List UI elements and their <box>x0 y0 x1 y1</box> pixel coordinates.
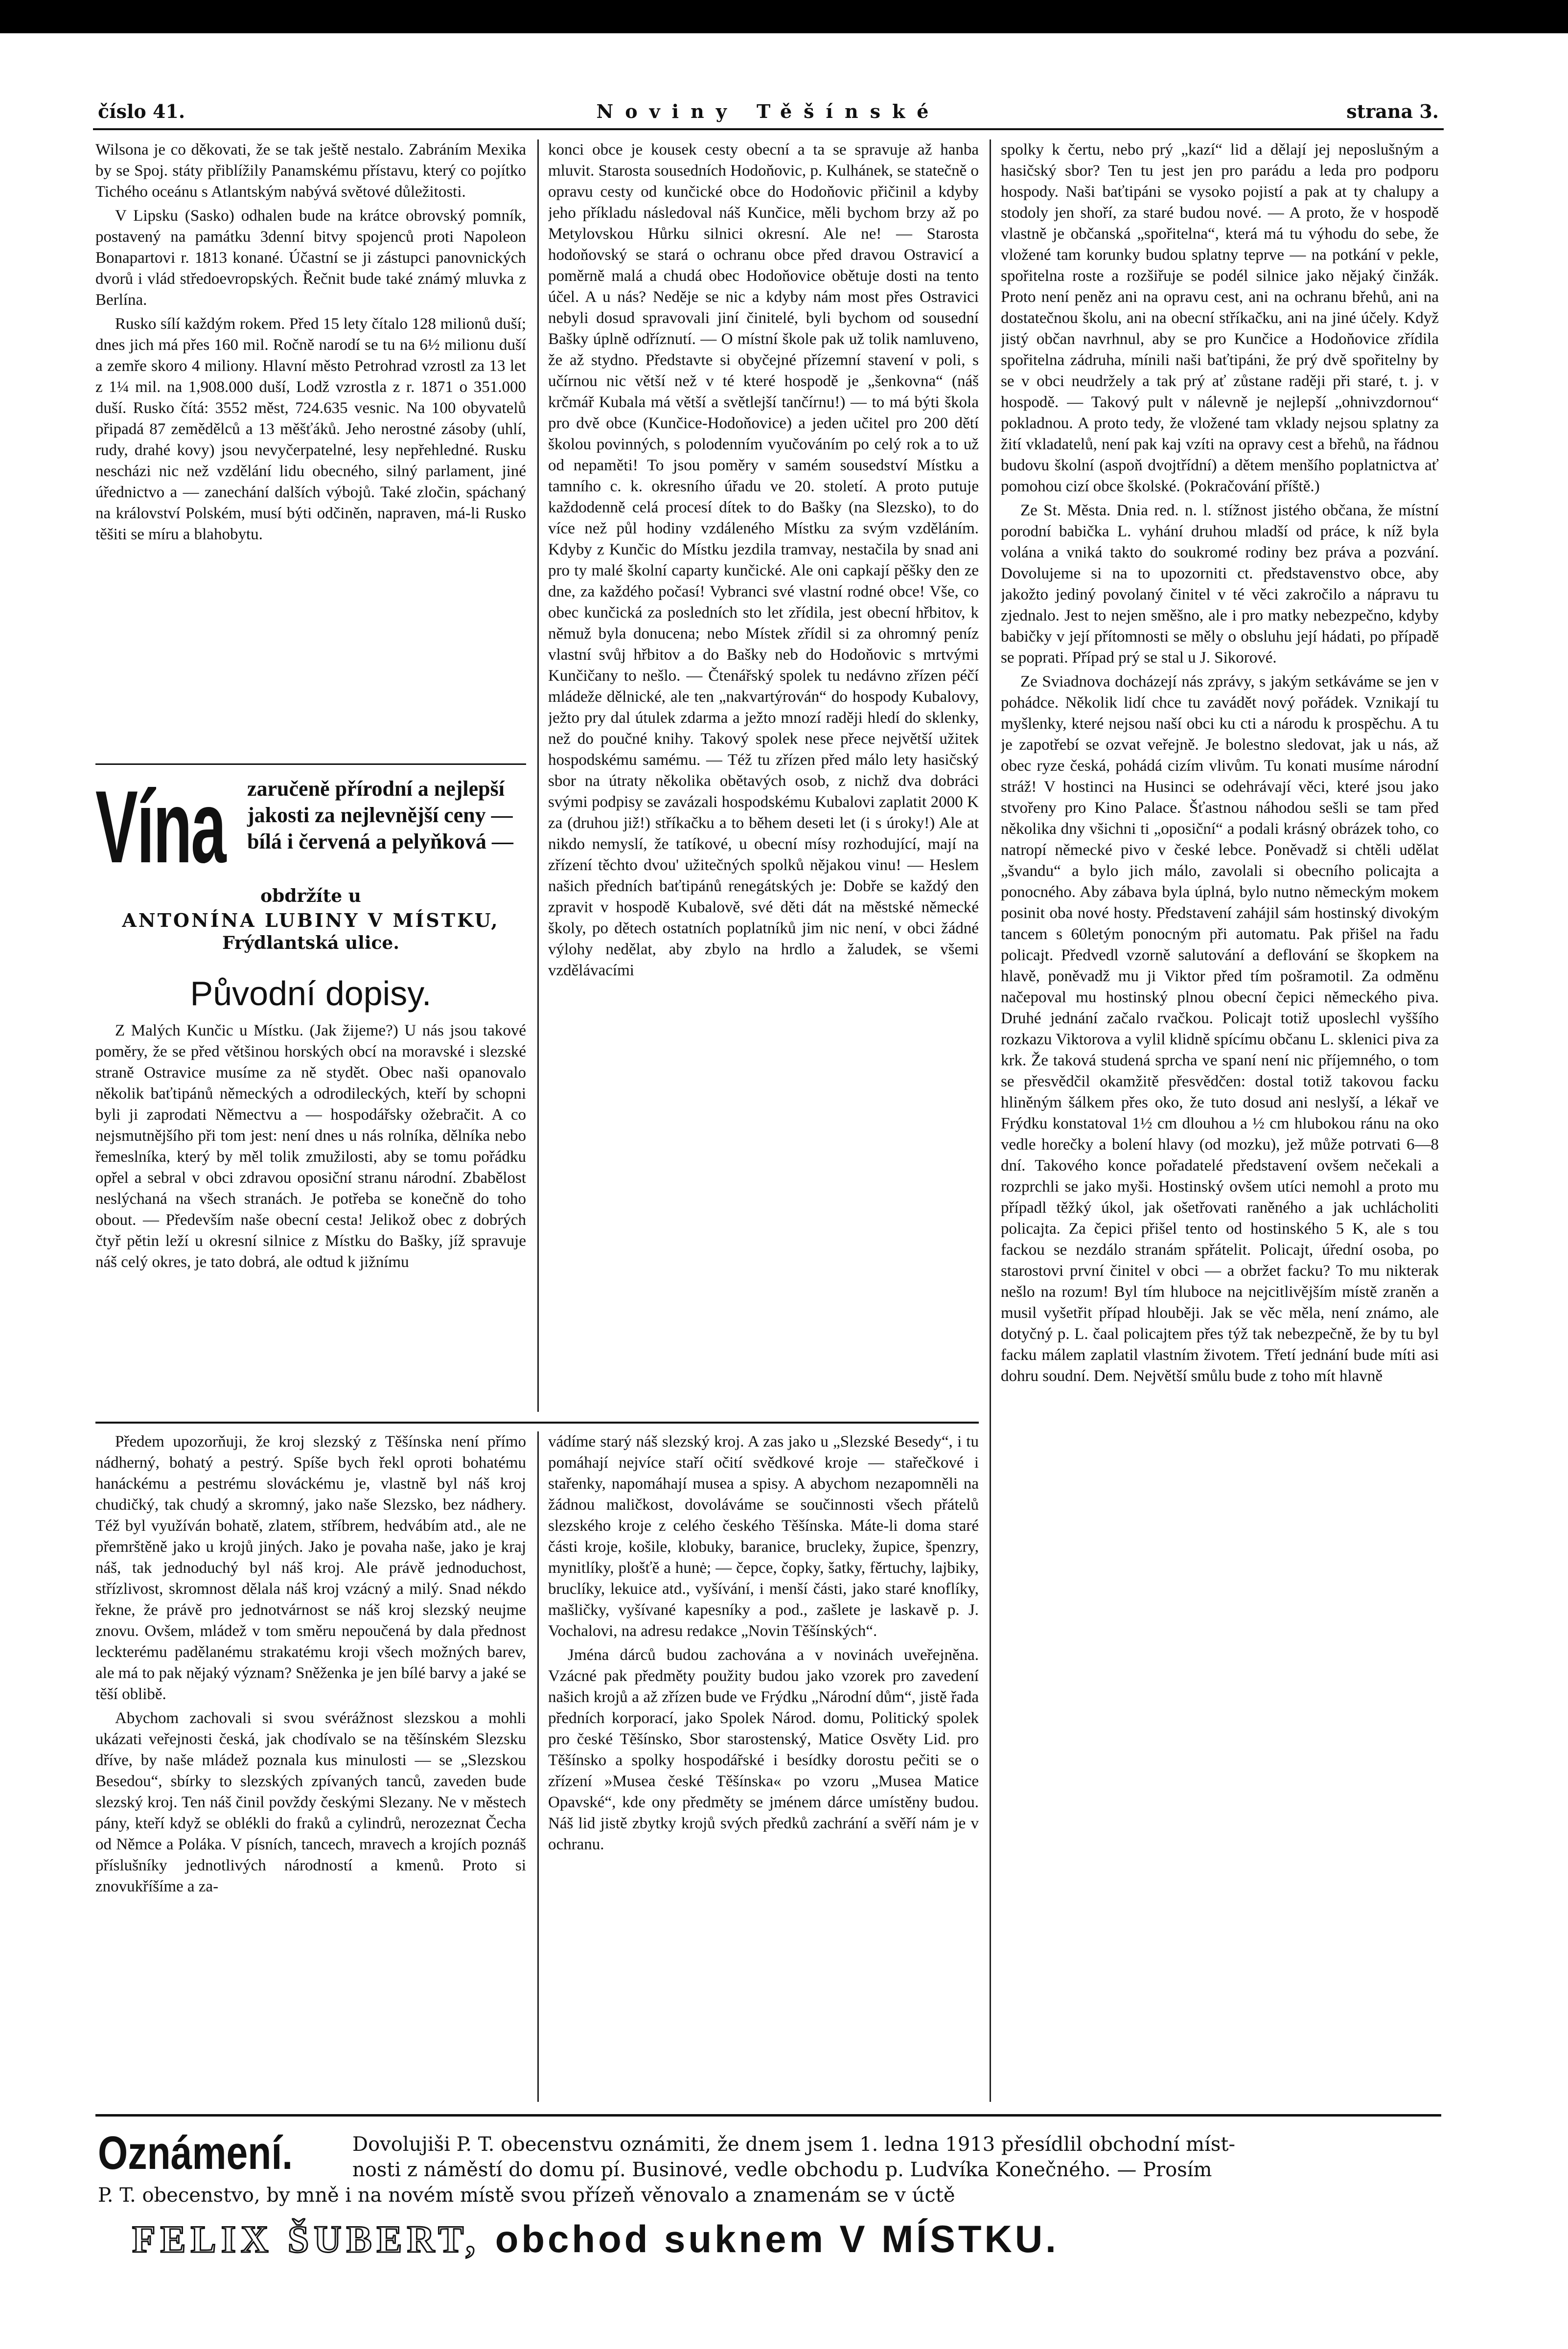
column-divider <box>537 139 539 1412</box>
notice-line-3: P. T. obecenstvo, by mně i na novém místě svou přízeň věnovalo a znamenám se v úctě <box>98 2184 955 2207</box>
article-paragraph: vádíme starý náš slezský kroj. A zas jako u „Slezské Besedy“, i tu pomáhají nejvíce staří očití svědkové kroje — stařečkové i stařenky, napomáhají musea a spisy. A abychom nezapomněli na žádnou maličkost, dovoláváme se součinnosti všech přátelů slezského kroje z celého českého Těšínska. Máte-li doma staré části kroje, košile, klobuky, baranice, brucleky, župice, špenzry, mynitlíky, plošťě a hunė; — čepce, čopky, šatky, fěrtuchy, lajbiky, bruclíky, lekuice atd., vyšívání, i menší části, jako staré knoflíky, mašličky, vyšívané kapesníky a pod., zašlete je laskavě p. J. Vochalovi, na adresu redakce „Novin Těšínských“. <box>548 1433 979 1640</box>
merchant-tail: obchod suknem V MÍSTKU. <box>495 2217 1059 2260</box>
notice-title: Oznámení. <box>98 2127 293 2179</box>
section-rule <box>95 1422 979 1424</box>
article-paragraph: konci obce je kousek cesty obecní a ta se spravuje až hanba mluvit. Starosta sousedních Hodoňovic, p. Kulhánek, se statečně o opravu cesty od kunčické obce do Hodoňovic přičinil a kdyby jeho příkladu následoval náš Kunčice, měli bychom brzy až po Metylovskou Hůrku silnici okresní. Ale ne! — Starosta hodoňovský se stará o ochranu obce před dravou Ostravicí a poměrně malá a chudá obec Hodoňovice obětuje dosti na tento účel. A u nás? Neděje se nic a kdyby nám most přes Ostravici nebyli dosud spravovali jiní činitelé, byli bychom od sousední Bašky úplně odříznutí. — O místní škole pak už tolik namluveno, že až stydno. Představte si obyčejné přízemní stavení v poli, s učírnou nic větší než v té které hospodě je „šenkovna“ (náš krčmář Kubala má větší a světlejší tančírnu!) — to má býti škola pro dvě obce (Kunčice-Hodoňovice) a jeden učitel pro 200 dětí školou povinných, s polodenním vyučováním po celý rok a to už od nepaměti! To jsou poměry v samém sousedství Místku a tamního c. k. okresního úřadu ve 20. století. A proto putuje každodenně celá procesí dítek to do Bašky (na Slezsko), to do více než půl hodiny vzdáleného Místku za svým vzděláním. Kdyby z Kunčic do Místku jezdila tramvay, nestačila by snad ani pro ty malé školní caparty kunčické. Ale oni capkají pěšky den ze dne, za každého počasí! Vybranci své vlastní rodné obce! Vše, co obec kunčická za posledních sto let zřídila, jest obecní hřbitov, k němuž byla donucena; nebo Místek zřídil si za ohromný peníz vlastní svůj hřbitov a do Bašky neb do Hodoňovic s mrtvými Kunčičany to nešlo. — Čtenářský spolek tu nedávno zřízen péčí mládeže dělnické, ale ten „nakvartýrován“ do hospody Kubalovy, ježto pry dal útulek zdarma a ježto mnozí raději hledí do sklenky, než do poučné knihy. Takový spolek nese přece největší užitek hospodskému samému. — Též tu zřízen před málo lety hasičský sbor na útraty několika obětavých osob, z nichž dva dobráci svými podpisy se zavázali hospodskému Kubalovi zaplatit 2000 K za (druhou již!) stříkačku a to během deseti let (i s úroky!) Ale at nikdo nemyslí, že tatíkové, u obecní mísy rozhodující, mají na zřízení těchto dvou' užitečných spolků nějakou vinu! — Heslem našich předních baťtipánů renegátských je: Dobře se každý den zpravit v hospodě Kubalově, své děti dát na městské německé školy, po dětech ostatních poplatníků jim nic není, v obci žádné výlohy nedělat, aby zbylo na hrdlo a žaludek, se všemi vzdělávacími <box>548 141 979 979</box>
vina-ad-sub: obdržíte u <box>260 886 361 906</box>
column-1-letters <box>95 1020 526 1402</box>
vina-ad-street: Frýdlantská ulice. <box>222 933 399 953</box>
header-rule <box>93 128 1444 130</box>
article-paragraph: Jména dárců budou zachována a v novinách uveřejněna. Vzácné pak předměty použity budou jako vzorek pro zavedení našich krojů a až zřízen bude ve Frýdku „Národní dům“, jistě řada předních korporací, jako Spolek Národ. domu, Politický spolek pro české Těšínsko, Sbor starostenský, Matice Osvěty Lid. pro Těšínsko a spolky hospodářské i besídky dorostu pečiti se o zřízení »Musea české Těšínska« po vzoru „Musea Matice Opavské“, kde ony předměty se jménem dárce umístěny budou. Náš lid jistě zbytky krojů svých předků zachrání a svěří nám je v ochranu. <box>548 1646 979 1853</box>
newspaper-title: Noviny Těšínské <box>596 100 941 122</box>
section-title: Původní dopisy. <box>190 974 432 1013</box>
page-number: strana 3. <box>1346 100 1439 122</box>
article-paragraph: spolky k čertu, nebo prý „kazí“ lid a dělají jej neposlušným a hasičský sbor? Ten tu jest jen pro parádu a leda pro podporu hospody. Naši baťtipáni se vysoko pojistí a pak at ty chalupy a stodoly jen shoří, za staré budou nové. — A proto, že v hospodě vlastně je občanská „spořitelna“, která má tu výhodu do sebe, že vložené tam korunky budou splatny teprve — na potkání v pekle, spořitelna roste a rozšiřuje se podél silnice jako nějaký činžák. Proto není peněz ani na opravu cest, ani na ochranu břehů, ani na dostatečnou školu, ani na obecní stříkačku, ani na jiné účely. Když jistý občan navrhnul, aby se pro Kunčice a Hodoňovice zřídila spořitelna zádruha, mínili naši baťtipáni, že prý dvě spořitelny by se v obci neudržely a tak prý ať zůstane raději při staré, t. j. v hospodě. — Takový pult v nálevně je nejlepší „ohnivzdornou“ pokladnou. A proto tedy, že vložené tam vklady nejsou splatny za žití vkladatelů, není pak kaj vzíti na opravy cest a břehů, na řádnou budovu školní (aspoň dvojtřídní) a dětem menšího poplatnictva ať pomohou cizí obce školské. (Pokračování příště.) <box>1001 141 1439 495</box>
notice-top-rule <box>95 2114 1441 2117</box>
article-paragraph: Wilsona je co děkovati, že se tak ještě nestalo. Zabráním Mexika by se Spoj. státy přiblížily Panamskému přístavu, který co pojítko Tichého oceánu s Atlantským nabývá světové důležitosti. <box>95 141 526 201</box>
top-black-bar <box>0 0 1568 33</box>
column-3 <box>1001 139 1439 2102</box>
vina-ad-merchant: ANTONÍNA LUBINY V MÍSTKU, <box>122 909 500 931</box>
column-1-upper <box>95 139 526 756</box>
ad-top-rule <box>95 763 526 765</box>
issue-number: číslo 41. <box>98 100 185 122</box>
article-paragraph: Předem upozorňuji, že kroj slezský z Těšínska není přímo nádherný, bohatý a pestrý. Spíše bych řekl oproti bohatému hanáckému a pestrému slováckému je, vlastně byl náš kroj chudičký, tak chudý a skromný, jako naše Slezsko, bez nádhery. Též byl využíván bohatě, zlatem, stříbrem, hedvábím atd., ale ne přemrštěně jako u krojů jiných. Jako je povaha naše, jako je kraj náš, tak jednoduchý byl náš kroj. Ale právě jednoduchost, střízlivost, skromnost dělala náš kroj vzácný a milý. Snad nékdo řekne, že právě pro jednotvárnost se náš kroj slezský neujme znovu. Ovšem, mládež v tom směru nepoučená by dala přednost leckterému padělanému strakatému kroji všech možných barev, ale má to pak nějaký význam? Sněženka je jen bílé barvy a jaké se těší oblibě. <box>95 1433 526 1703</box>
vina-ad-text: zaručeně přírodní a nejlepší jakosti za nejlevnější ceny — bílá i červená a pelyňková — <box>247 777 513 853</box>
notice-line-2: nosti z náměstí do domu pí. Businové, vedle obchodu p. Ludvíka Konečného. — Prosím <box>352 2159 1212 2181</box>
article-paragraph: Ze St. Města. Dnia red. n. l. stížnost jistého občana, že místní porodní babička L. vyhání druhou mladší od práce, k níž byla volána a vniká takto do soukromé rodiny bez práva a pozvání. Dovolujeme si na to upozorniti ct. představenstvo obce, aby jakožto jediný povolaný činitel v té věci zakročilo a nápravu tu zjednalo. Jest to nejen směšno, ale i pro matky nebezpečno, kdyby babičky v její přítomnosti se měly o obsluhu její hádati, po případě se poprati. Případ prý se stal u J. Sikorové. <box>1001 502 1439 667</box>
article-paragraph: Ze Sviadnova docházejí nás zprávy, s jakým setkáváme se jen v pohádce. Několik lidí chce tu zavádět nový pořádek. Vznikají tu myšlenky, které nejsou naší obci ku cti a národu k prospěchu. A tu je zapotřebí se ozvat veřejně. Je bolestno sledovat, jak u nás, až obec ryze česká, pohádá cizím vlivům. Tu konati musíme národní stráž! V hostinci na Husinci se odehrávají věci, které jsou jako stvořeny pro Kino Palace. Šťastnou náhodou sešli se tam před několika dny všichni ti „oposiční“ a podali krásný obrázek toho, co natropí německé pivo v české lebce. Poněvadž si chtěli udělat „švandu“ a bylo jich málo, zavolali si obecního policajta a ponocného. Aby zábava byla úplná, bylo nutno německým mokem posinit oba nové hosty. Představení zahájil sám hostinský divokým tancem s 60letým ponocným při automatu. Pak přišel na řadu policajt. Předvedl vzorně salutování a deflování se škopkem na hlavě, poněvadž mu ji Viktor před tím pošramotil. Za odměnu načepoval mu hostinský plnou obecní čepici německého piva. Druhé jednání začalo rvačkou. Policajt totiž uposlechl vyššího rozkazu Viktorova a vylil klidně spícímu občanu L. sklenici piva za krk. Že taková studená sprcha ve spaní není nic příjemného, o tom se přesvědčil okamžitě přesvědčen: dostal totiž takovou facku hliněným šálkem přes oko, že tuto dosud ani neslyší, a lékař ve Frýdku konstatoval 1½ cm dlouhou a ½ cm hlubokou ránu na oko vedle horečky a bolení hlavy (od mozku), jež může potrvati 6—8 dní. Takového konce pořadatelé představení ovšem nečekali a rozprchli se jako myši. Hostinský ovšem utíci nemohl a proto mu případl těžký úkol, jak ošetřovati raněného a jak uchlácholiti policajta. Za čepici přišel tento od hostinského 5 K, ale s tou fackou se nezdálo stranám spřátelit. Policajt, úřední osoba, po starostovi první činitel v obci — a obržet facku? To mu nikterak nešlo na rozum! Byl tím hluboce na nejcitlivějším místě zraněn a musil vyšetřit případ hlouběji. Jak se věc měla, není známo, ale dotyčný p. L. čaal policajtem přes týž tak nebezpečně, že by tu byl facku málem zaplatil vlastním životem. Třetí jednání bude míti asi dohru soudní. Dem. Největší smůlu bude z toho mít hlavně <box>1001 673 1439 1385</box>
page-header <box>98 100 1439 127</box>
notice-line-1: Dovolujiši P. T. obecenstvu oznámiti, že dnem jsem 1. ledna 1913 přesídlil obchodní míst- <box>352 2133 1235 2156</box>
column-1-lower <box>95 1431 526 2102</box>
column-divider <box>537 1431 539 2102</box>
column-2-lower <box>548 1431 979 2102</box>
column-2-upper <box>548 139 979 1412</box>
article-paragraph: Abychom zachovali si svou svérážnost slezskou a mohli ukázati veřejnosti česká, jak chodívalo se na těšínském Slezsku dříve, by naše mládež poznala kus minulosti — se „Slezskou Besedou“, sbírky to slezských zpívaných tanců, zaveden bude slezský kroj. Ten náš činil povždy českými Slezany. Ne v městech pány, kteří když se oblékli do fraků a cylindrů, nerozeznat Čecha od Němce a Poláka. V písních, tancech, mravech a krojích poznáš příslušníky jednotlivých národností a kmenů. Proto si znovukříšíme a za- <box>95 1709 526 1895</box>
merchant-signature <box>132 2217 1453 2261</box>
column-divider <box>990 139 991 2102</box>
vina-ad-headline: Vína <box>95 769 226 884</box>
article-paragraph: Rusko sílí každým rokem. Před 15 lety čítalo 128 milionů duší; dnes jich má přes 160 mil. Ročně narodí se tu na 6½ milionu duší a zemře skoro 4 miliony. Hlavní město Petrohrad vzrostl za 13 let z 1¼ mil. na 1,908.000 duší, Lodž vzrostla z r. 1871 o 351.000 duší. Rusko čítá: 3552 měst, 724.635 vesnic. Na 100 obyvatelů připadá 87 zemědělců a 13 měšťáků. Jeho nerostné zásoby (uhlí, rudy, drahé kovy) jsou nevyčerpatelné, lesy nepřehledné. Rusku nescházi nic než vzdělání lidu obecného, silný parlament, jiné úřednictvo a — zanechání dalších výbojů. Také zločin, spáchaný na království Polském, musí býti odčiněn, napraven, má-li Rusko těšiti se míru a blahobytu. <box>95 315 526 543</box>
article-paragraph: Z Malých Kunčic u Místku. (Jak žijeme?) U nás jsou takové poměry, že se před většinou horských obcí na moravské i slezské straně Ostravice musíme za ně stydět. Obec naši opanovalo několik baťtipánů německých a odrodileckých, kteří by schopni byli ji zaprodati Němectvu a — hospodářsky ožebračit. A co nejsmutnějšího při tom jest: není dnes u nás rolníka, dělníka nebo řemeslníka, který by měl tolik zmužilosti, aby se tomu pořádku opřel a sebral v obci zdravou oposiční stranu národní. Zbabělost neslýchaná na všech stranách. Je potřeba se konečně do toho obout. — Především naše obecní cesta! Jelikož obec z dobrých čtyř pětin leží u okresní silnice z Místku do Bašky, jíž spravuje náš celý okres, je tato dobrá, ale odtud k jižnímu <box>95 1022 526 1271</box>
article-paragraph: V Lipsku (Sasko) odhalen bude na krátce obrovský pomník, postavený na památku 3denní bitvy spojenců proti Napoleon Bonapartovi r. 1813 konané. Účastní se ji zástupci panovnických dvorů i vlád středoevropských. Řečnit bude také známý mluvka z Berlína. <box>95 207 526 309</box>
merchant-name: FELIX ŠUBERT, <box>132 2218 480 2260</box>
